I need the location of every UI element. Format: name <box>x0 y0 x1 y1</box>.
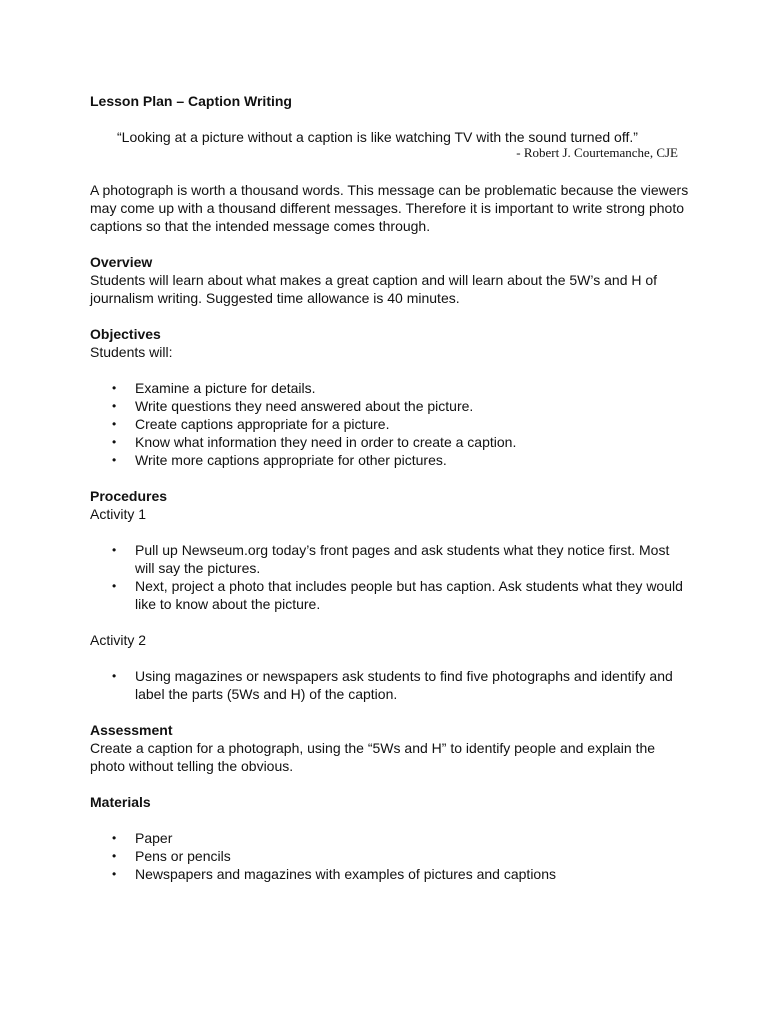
activity-2-list <box>90 667 690 703</box>
bullet-icon: • <box>112 579 117 593</box>
list-item-text: Write more captions appropriate for other pictures. <box>135 452 447 468</box>
list-item-text: Paper <box>135 830 173 846</box>
document-title: Lesson Plan – Caption Writing <box>90 93 292 109</box>
list-item <box>90 379 690 397</box>
procedures-heading: Procedures <box>90 488 168 504</box>
list-item <box>90 415 690 433</box>
overview-section <box>90 253 690 307</box>
list-item <box>90 865 690 883</box>
activity-2-label: Activity 2 <box>90 632 147 648</box>
bullet-icon: • <box>112 417 117 431</box>
assessment-heading: Assessment <box>90 722 173 738</box>
objectives-list <box>90 379 690 469</box>
bullet-icon: • <box>112 399 117 413</box>
document-page <box>90 92 690 883</box>
materials-section <box>90 793 690 883</box>
list-item <box>90 577 690 613</box>
intro-paragraph: A photograph is worth a thousand words. This message can be problematic because the viewers may come up with a thousand different messages. Therefore it is important to write strong photo captions so that the intended message comes through. <box>90 182 689 234</box>
list-item-text: Next, project a photo that includes people but has caption. Ask students what they would like to know about the picture. <box>135 578 683 612</box>
list-item-text: Using magazines or newspapers ask students to find five photographs and identify and label the parts (5Ws and H) of the caption. <box>135 668 673 702</box>
bullet-icon: • <box>112 831 117 845</box>
bullet-icon: • <box>112 435 117 449</box>
list-item-text: Create captions appropriate for a picture. <box>135 416 390 432</box>
epigraph-attribution: - Robert J. Courtemanche, CJE <box>516 145 678 160</box>
overview-heading: Overview <box>90 254 153 270</box>
list-item <box>90 667 690 703</box>
bullet-icon: • <box>112 453 117 467</box>
objectives-section <box>90 325 690 469</box>
activity-1-label: Activity 1 <box>90 506 147 522</box>
assessment-text: Create a caption for a photograph, using the “5Ws and H” to identify people and explain the photo without telling the obvious. <box>90 740 656 774</box>
activity-1-list <box>90 541 690 613</box>
list-item-text: Examine a picture for details. <box>135 380 316 396</box>
list-item-text: Pens or pencils <box>135 848 231 864</box>
procedures-section <box>90 487 690 703</box>
list-item <box>90 433 690 451</box>
list-item-text: Newspapers and magazines with examples of pictures and captions <box>135 866 557 882</box>
list-item-text: Know what information they need in order to create a caption. <box>135 434 517 450</box>
assessment-section <box>90 721 690 775</box>
materials-list <box>90 829 690 883</box>
list-item <box>90 829 690 847</box>
list-item <box>90 541 690 577</box>
bullet-icon: • <box>112 543 117 557</box>
objectives-heading: Objectives <box>90 326 161 342</box>
list-item <box>90 397 690 415</box>
list-item <box>90 847 690 865</box>
overview-text: Students will learn about what makes a great caption and will learn about the 5W’s and H of journalism writing. Suggested time allowance is 40 minutes. <box>90 272 658 306</box>
epigraph-quote: “Looking at a picture without a caption is like watching TV with the sound turned off.” <box>117 129 638 145</box>
bullet-icon: • <box>112 381 117 395</box>
bullet-icon: • <box>112 849 117 863</box>
list-item <box>90 451 690 469</box>
materials-heading: Materials <box>90 794 151 810</box>
bullet-icon: • <box>112 669 117 683</box>
bullet-icon: • <box>112 867 117 881</box>
objectives-lead: Students will: <box>90 344 173 360</box>
list-item-text: Write questions they need answered about the picture. <box>135 398 474 414</box>
list-item-text: Pull up Newseum.org today’s front pages and ask students what they notice first. Most will say the pictures. <box>135 542 670 576</box>
